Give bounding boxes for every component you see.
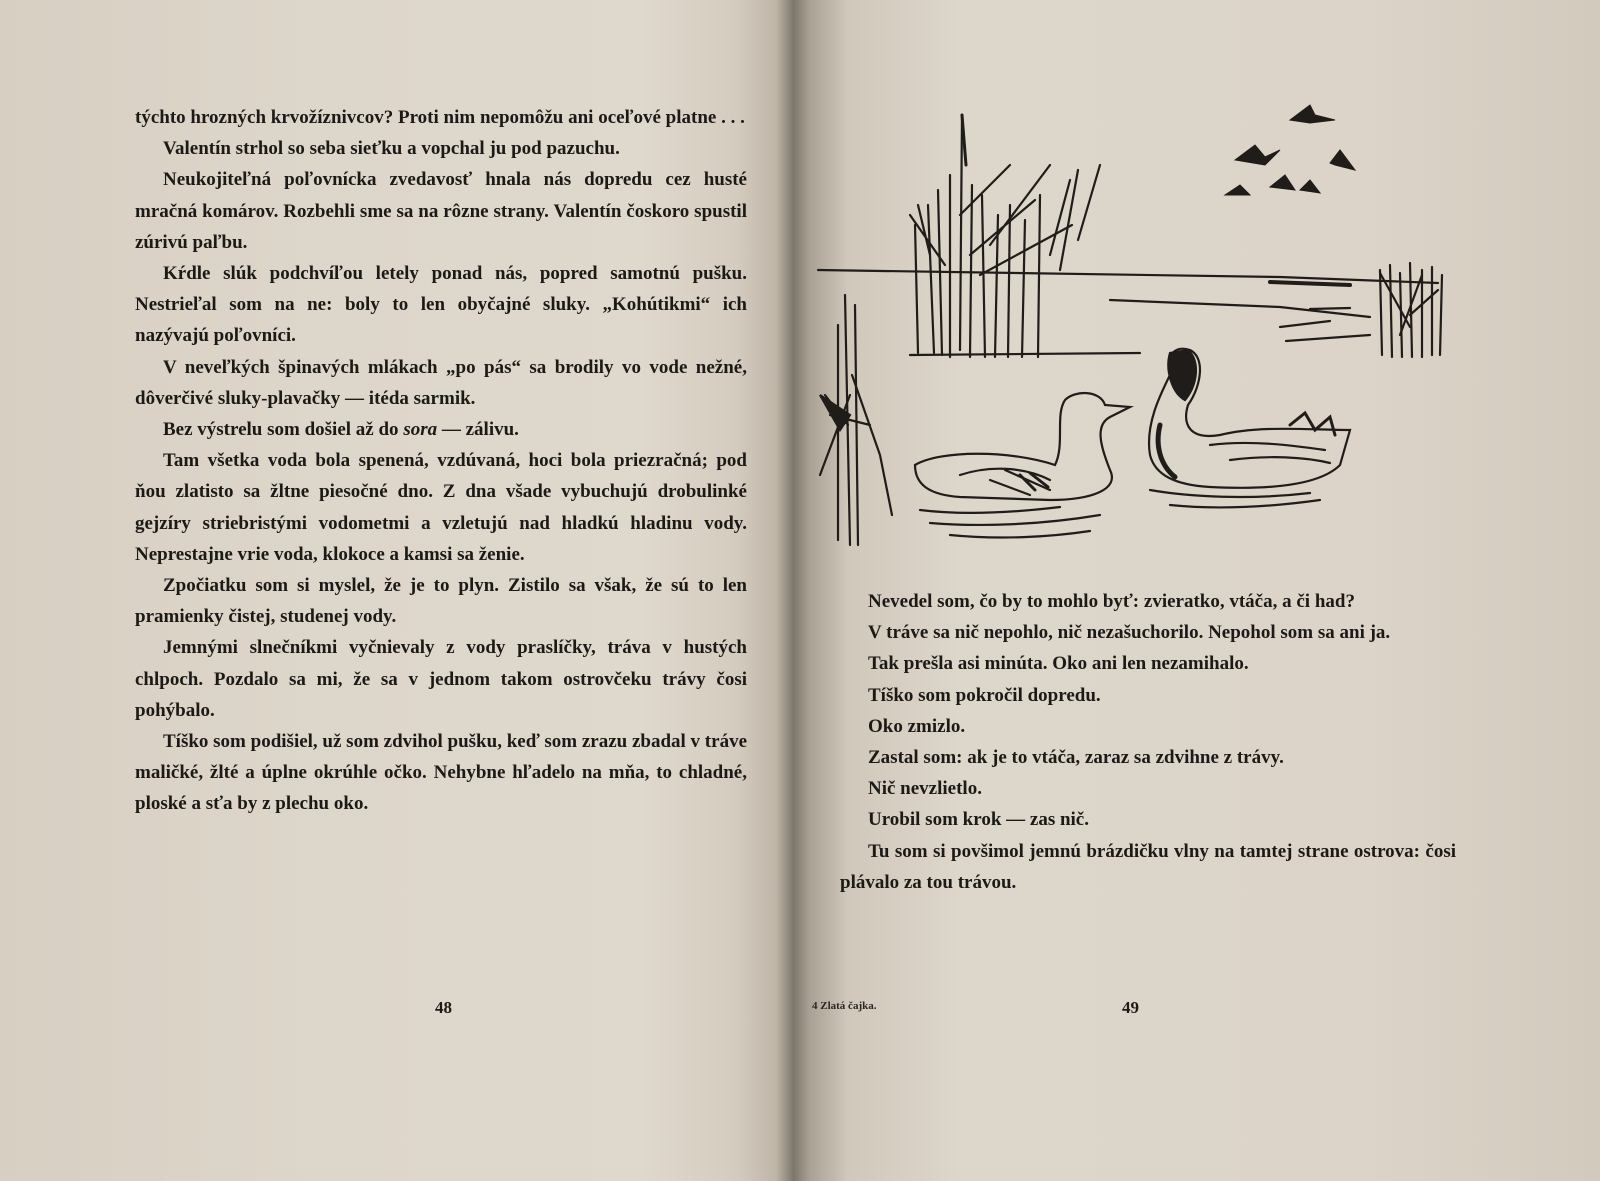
right-page-text bbox=[840, 586, 1456, 898]
bird-3 bbox=[1330, 150, 1355, 170]
left-paragraph-6 bbox=[135, 414, 747, 445]
right-paragraph-6: Zastal som: ak je to vtáča, zaraz sa zdvihne z trávy. bbox=[868, 747, 1284, 769]
far-shore-line bbox=[910, 353, 1140, 355]
page-number-right: 49 bbox=[1122, 998, 1139, 1017]
right-paragraph-2: V tráve sa nič nepohlo, nič nezašuchorilo. Nepohol som sa ani ja. bbox=[868, 622, 1391, 644]
horizon-line bbox=[818, 270, 1438, 283]
right-paragraph-5: Oko zmizlo. bbox=[868, 715, 966, 737]
left-paragraph-5: V neveľkých špinavých mlákach „po pás“ sa brodily vo vode nežné, dôverčivé sluky-plavačky — itéda sarmik. bbox=[135, 356, 747, 409]
right-paragraph-1: Nevedel som, čo by to mohlo byť: zvieratko, vtáča, a či had? bbox=[868, 591, 1355, 612]
bird-1 bbox=[1290, 105, 1335, 123]
left-paragraph-2: Valentín strhol so seba sieťku a vopchal ju pod pazuchu. bbox=[163, 138, 620, 160]
signature-mark: 4 Zlatá čajka. bbox=[812, 1000, 877, 1012]
left-paragraph-6-start: Bez výstrelu som došiel až do bbox=[163, 419, 404, 441]
left-paragraph-8: Zpočiatku som si myslel, že je to plyn. Zistilo sa však, že sú to len pramienky čistej, studenej vody. bbox=[135, 575, 747, 628]
bird-4 bbox=[1225, 175, 1320, 195]
page-number-left: 48 bbox=[435, 998, 452, 1017]
left-page-text bbox=[135, 102, 747, 820]
left-paragraph-6-end: — zálivu. bbox=[437, 419, 519, 441]
left-paragraph-4: Kŕdle slúk podchvíľou letely ponad nás, popred samotnú pušku. Nestrieľal som na ne: boly to len obyčajné sluky. „Kohútikmi“ ich nazývajú poľovníci. bbox=[135, 263, 747, 347]
bird-2 bbox=[1235, 145, 1280, 165]
italic-word-sora: sora bbox=[403, 419, 438, 441]
left-paragraph-1: týchto hrozných krvožíznivcov? Proti nim nepomôžu ani oceľové platne . . . bbox=[135, 107, 745, 128]
right-paragraph-4: Tíško som pokročil dopredu. bbox=[868, 684, 1101, 706]
reed bbox=[960, 115, 962, 350]
left-page bbox=[0, 0, 790, 1181]
ducks-reeds-illustration bbox=[810, 95, 1450, 565]
right-paragraph-7: Nič nevzlietlo. bbox=[868, 778, 982, 800]
right-paragraph-8: Urobil som krok — zas nič. bbox=[868, 809, 1089, 831]
left-paragraph-9: Jemnými slnečníkmi vyčnievaly z vody praslíčky, tráva v hustých chlpoch. Pozdalo sa mi, že sa v jednom takom ostrovčeku trávy čosi pohýbalo. bbox=[135, 637, 747, 721]
female-duck bbox=[915, 393, 1130, 500]
left-paragraph-10: Tíško som podišiel, už som zdvihol pušku, keď som zrazu zbadal v tráve maličké, žlté a úplne okrúhle očko. Nehybne hľadelo na mňa, to chladné, ploské a sťa by z plechu oko. bbox=[135, 731, 747, 815]
left-paragraph-3: Neukojiteľná poľovnícka zvedavosť hnala nás dopredu cez husté mračná komárov. Rozbehli sme sa na rôzne strany. Valentín čoskoro spustil zúrivú paľbu. bbox=[135, 169, 747, 253]
right-page bbox=[810, 0, 1600, 1181]
right-paragraph-9: Tu som si povšimol jemnú brázdičku vlny na tamtej strane ostrova: čosi plávalo za tou trávou. bbox=[840, 840, 1456, 893]
left-paragraph-7: Tam všetka voda bola spenená, vzdúvaná, hoci bola priezračná; pod ňou zlatisto sa žltne piesočné dno. Z dna všade vybuchujú drobulinké gejzíry striebristými vodometmi a vzletujú nad hladkú hladinu vody. Neprestajne vrie voda, klokoce a kamsi sa ženie. bbox=[135, 450, 747, 565]
right-paragraph-3: Tak prešla asi minúta. Oko ani len nezamihalo. bbox=[868, 653, 1249, 675]
